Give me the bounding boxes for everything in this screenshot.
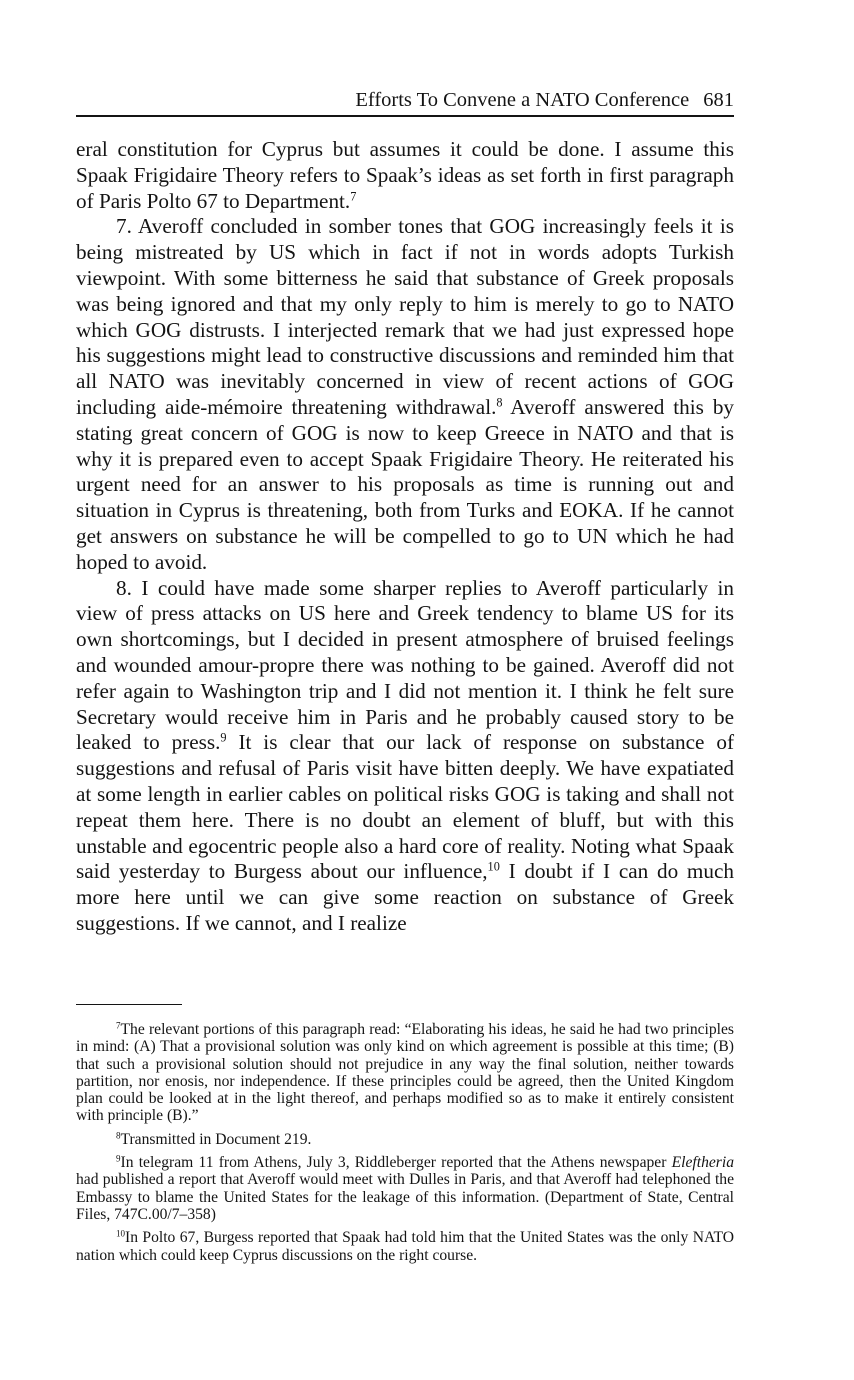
footnote-reference-7: 7	[350, 188, 357, 203]
header-rule	[76, 115, 734, 117]
footnote-text: In telegram 11 from Athens, July 3, Riddleberger reported that the Athens newspaper	[120, 1154, 672, 1172]
footnote-separator	[76, 1004, 182, 1005]
footnote-7	[76, 1021, 734, 1125]
footnote-text: had published a report that Averoff would meet with Dulles in Paris, and that Averoff had telephoned the Embassy to blame the United States for the leakage of this information. (Department of State, Central Files, 747C.00/7–358)	[76, 1171, 734, 1223]
paragraph-text: eral constitution for Cyprus but assumes it could be done. I assume this Spaak Frigidaire Theory refers to Spaak’s ideas as set forth in first paragraph of Paris Polto 67 to Department.	[76, 137, 734, 213]
paragraph-text: Averoff answered this by stating great concern of GOG is now to keep Greece in NATO and that is why it is prepared even to accept Spaak Frigidaire Theory. He reiterated his urgent need for an answer to his proposals as time is running out and situation in Cyprus is threatening, both from Turks and EOKA. If he cannot get answers on substance he will be compelled to go to UN which he had hoped to avoid.	[76, 394, 735, 574]
footnote-reference-9: 9	[220, 730, 227, 745]
footnote-10	[76, 1229, 734, 1264]
footnote-reference-8: 8	[496, 395, 503, 410]
paragraph-8	[76, 576, 734, 937]
footnote-text: The relevant portions of this paragraph read: “Elaborating his ideas, he said he had two principles in mind: (A) That a provisional solution was only kind on which agreement is possible at this time; (B) that such a provisional solution should not prejudice in any way the final solution, neither towards partition, nor enosis, nor independence. If these principles could be agreed, then the United Kingdom plan could be looked at in the light thereof, and perhaps modified so as to make it entirely consistent with principle (B).”	[76, 1021, 734, 1125]
footnote-reference-10: 10	[487, 859, 500, 874]
paragraph-text: 8. I could have made some sharper replies to Averoff particularly in view of press attacks on US here and Greek tendency to blame US for its own shortcomings, but I decided in present atmosphere of bruised feelings and wounded amour-propre there was nothing to be gained. Averoff did not refer again to Washington trip and I did not mention it. I think he felt sure Secretary would receive him in Paris and he probably caused story to be leaked to press.	[76, 575, 734, 755]
main-text	[76, 137, 734, 937]
page-number: 681	[703, 89, 734, 111]
running-header	[76, 88, 734, 112]
paragraph-text: It is clear that our lack of response on substance of suggestions and refusal of Paris visit have bitten deeply. We have expatiated at some length in earlier cables on political risks GOG is taking and shall not repeat them here. There is no doubt an element of bluff, but with this unstable and egocentric people also a hard core of reality. Noting what Spaak said yesterday to Burgess about our influence,	[76, 730, 735, 884]
newspaper-title: Eleftheria	[671, 1154, 734, 1172]
footnote-marker: 10	[116, 1228, 126, 1239]
footnote-text: Transmitted in Document 219.	[120, 1130, 312, 1148]
footnote-marker: 8	[116, 1130, 121, 1141]
paragraph-continued	[76, 137, 734, 214]
footnote-text: In Polto 67, Burgess reported that Spaak had told him that the United States was the only NATO nation which could keep Cyprus discussions on the right course.	[76, 1229, 734, 1264]
footnote-8	[76, 1131, 734, 1148]
footnote-marker: 9	[116, 1153, 121, 1164]
footnote-9	[76, 1154, 734, 1223]
paragraph-text: I doubt if I can do much more here until we can give some reaction on substance of Greek suggestions. If we cannot, and I realize	[76, 859, 734, 935]
paragraph-text: 7. Averoff concluded in somber tones that GOG increasingly feels it is being mistreated by US which in fact if not in words adopts Turkish viewpoint. With some bitterness he said that substance of Greek proposals was being ignored and that my only reply to him is merely to go to NATO which GOG distrusts. I interjected remark that we had just expressed hope his suggestions might lead to constructive discussions and reminded him that all NATO was inevitably concerned in view of recent actions of GOG including aide-mémoire threatening withdrawal.	[76, 214, 734, 419]
footnotes	[76, 1021, 734, 1270]
running-title: Efforts To Convene a NATO Conference	[355, 89, 690, 111]
paragraph-7	[76, 214, 734, 575]
footnote-marker: 7	[116, 1020, 121, 1031]
